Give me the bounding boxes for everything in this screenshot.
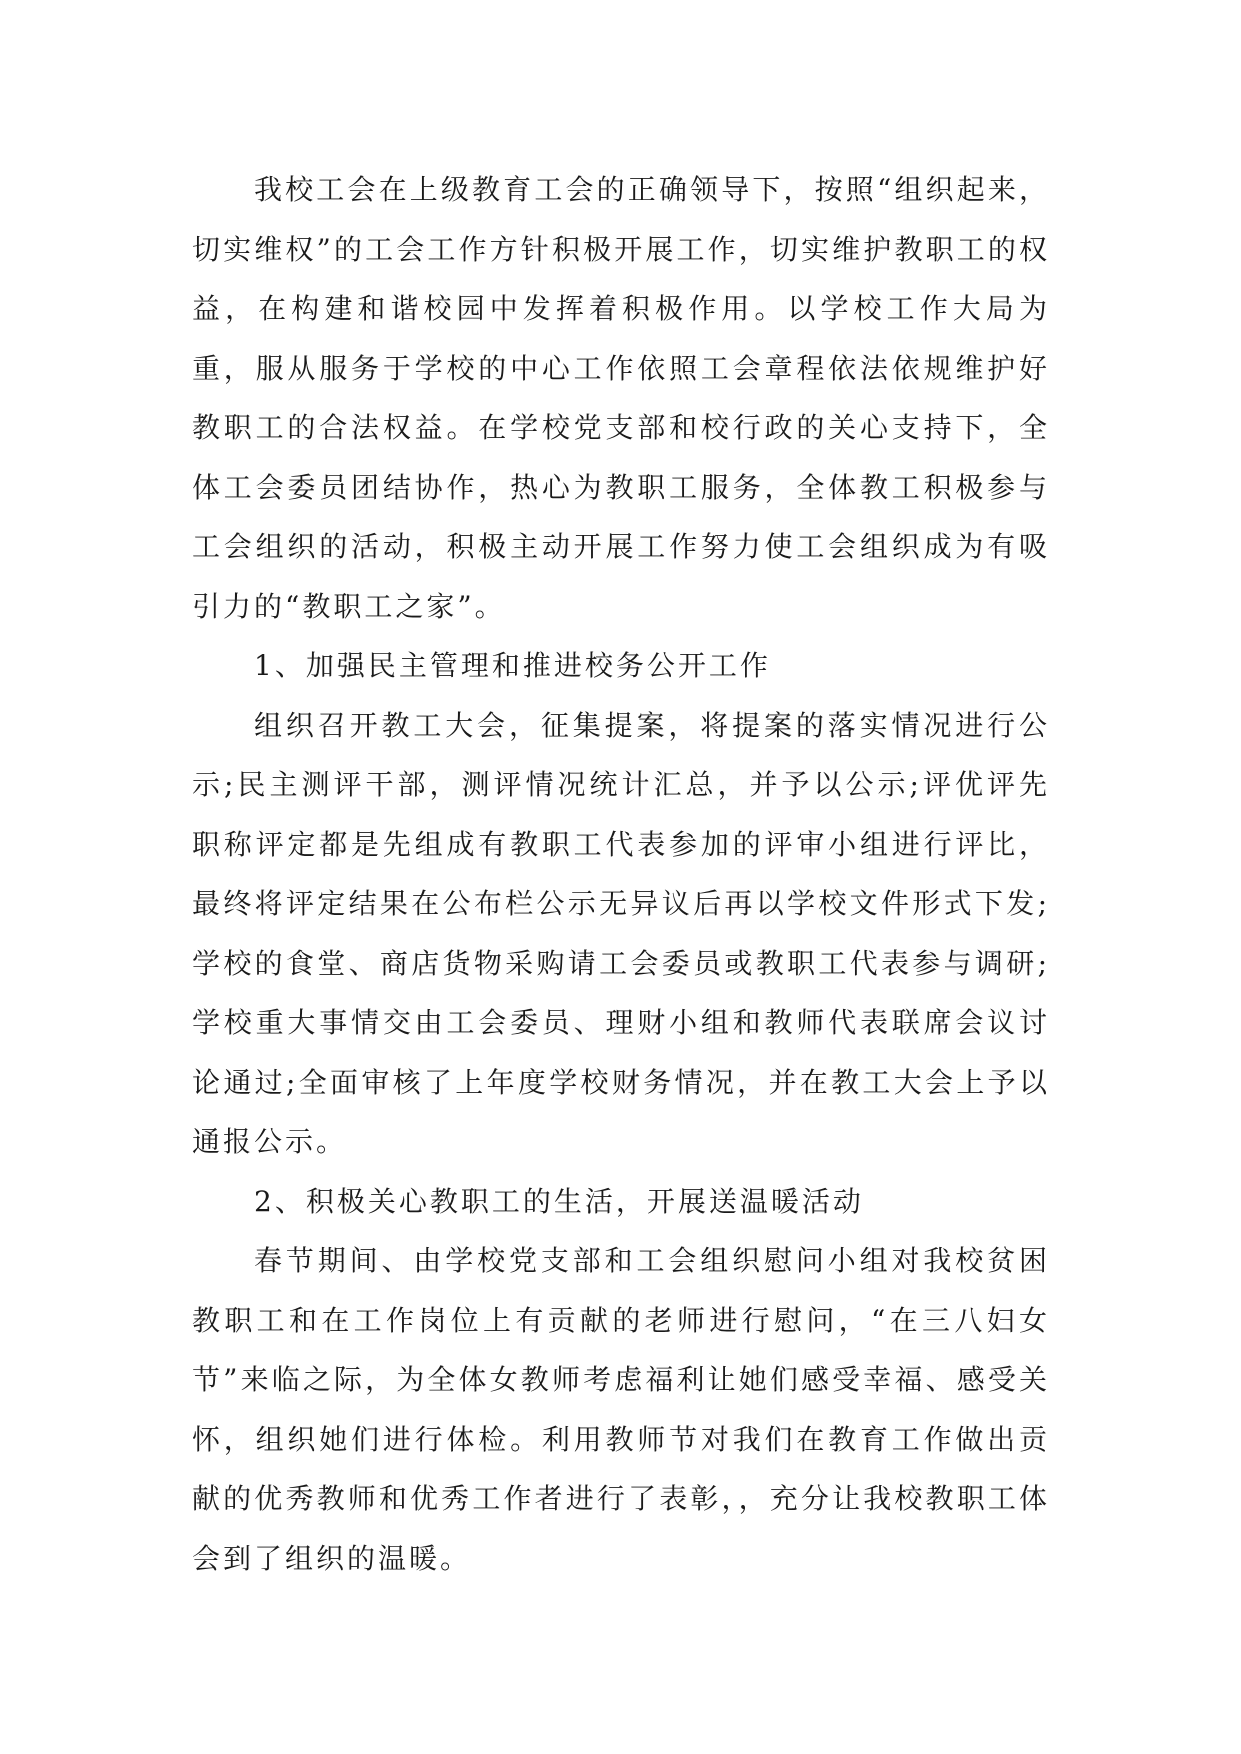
paragraph-section-2: 春节期间、由学校党支部和工会组织慰问小组对我校贫困教职工和在工作岗位上有贡献的老师进行慰问，“在三八妇女节”来临之际，为全体女教师考虑福利让她们感受幸福、感受关怀，组织她们进行体检。利用教师节对我们在教育工作做出贡献的优秀教师和优秀工作者进行了表彰，，充分让我校教职工体会到了组织的温暖。 <box>192 1244 1050 1575</box>
document-body <box>192 160 1050 1588</box>
section-heading-1: 1、加强民主管理和推进校务公开工作 <box>254 649 771 682</box>
paragraph-intro: 我校工会在上级教育工会的正确领导下，按照“组织起来，切实维权”的工会工作方针积极开展工作，切实维护教职工的权益，在构建和谐校园中发挥着积极作用。以学校工作大局为重，服从服务于学校的中心工作依照工会章程依法依规维护好教职工的合法权益。在学校党支部和校行政的关心支持下，全体工会委员团结协作，热心为教职工服务，全体教工积极参与工会组织的活动，积极主动开展工作努力使工会组织成为有吸引力的“教职工之家”。 <box>192 173 1050 623</box>
paragraph-section-1: 组织召开教工大会，征集提案，将提案的落实情况进行公示;民主测评干部，测评情况统计汇总，并予以公示;评优评先职称评定都是先组成有教职工代表参加的评审小组进行评比，最终将评定结果在公布栏公示无异议后再以学校文件形式下发;学校的食堂、商店货物采购请工会委员或教职工代表参与调研;学校重大事情交由工会委员、理财小组和教师代表联席会议讨论通过;全面审核了上年度学校财务情况，并在教工大会上予以通报公示。 <box>192 708 1050 1158</box>
section-heading-2: 2、积极关心教职工的生活，开展送温暖活动 <box>254 1184 864 1218</box>
